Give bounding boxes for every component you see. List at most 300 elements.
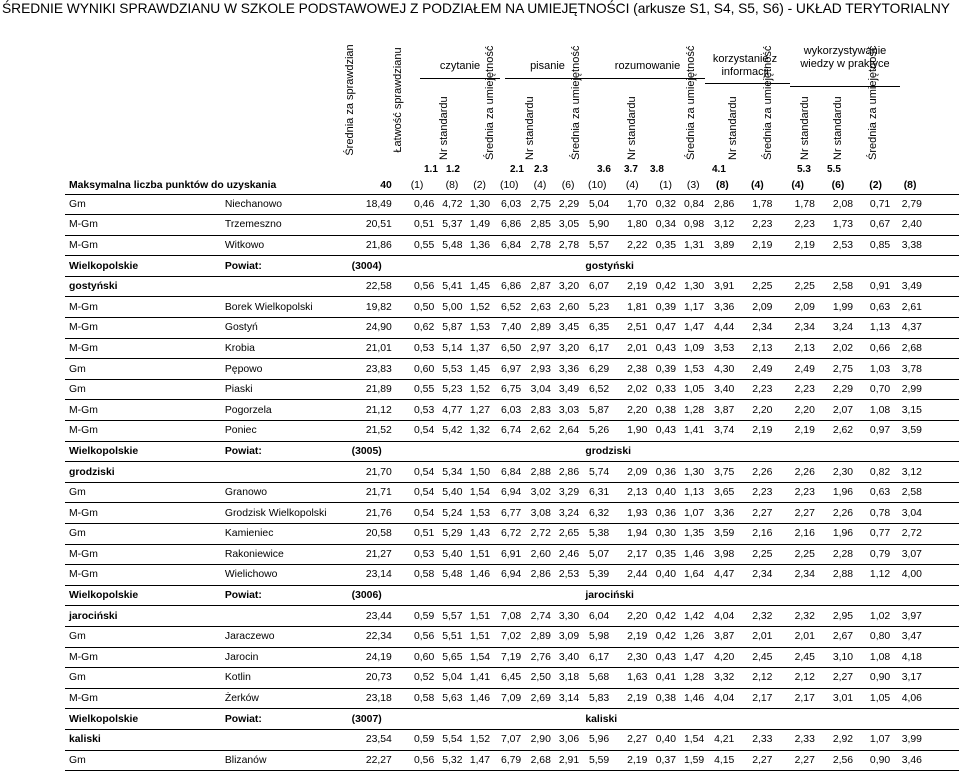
powiat-title: grodziski [581,441,959,462]
spacer-cell [926,235,959,256]
value-cell: 0,51 [396,524,438,545]
group-rozumowanie: rozumowanie [614,60,681,72]
value-cell: 24,19 [338,647,396,668]
value-cell: 1,46 [680,688,707,709]
value-cell: 3,98 [706,544,738,565]
value-cell: 2,20 [738,400,776,421]
value-cell: 2,32 [738,606,776,627]
spacer-cell [926,359,959,380]
value-cell: 3,87 [706,626,738,647]
gmina-type: M-Gm [65,400,221,421]
value-cell: 6,94 [493,482,525,503]
value-cell: 2,38 [613,359,651,380]
table-row [65,482,959,503]
value-cell: 2,25 [738,544,776,565]
value-cell: 0,58 [396,565,438,586]
value-cell: 2,26 [776,462,818,483]
value-cell: 1,51 [466,544,494,565]
table-row [65,359,959,380]
value-cell: 6,32 [581,503,613,524]
value-cell: 5,90 [581,215,613,236]
value-cell: 1,08 [857,400,894,421]
value-cell: 5,57 [581,235,613,256]
value-cell: 6,84 [493,462,525,483]
value-cell: 6,29 [581,359,613,380]
gmina-name: Pogorzela [221,400,338,421]
value-cell: 0,62 [396,318,438,339]
value-cell: 0,63 [857,297,894,318]
powiat-code: (3005) [338,441,396,462]
value-cell: 0,53 [396,338,438,359]
powiat-label: Powiat: [221,441,338,462]
value-cell: 1,93 [613,503,651,524]
table-row [65,338,959,359]
spacer-cell [926,379,959,400]
value-cell: 2,17 [776,688,818,709]
value-cell: 5,07 [581,544,613,565]
powiat-name: jarociński [65,606,338,627]
value-cell: 2,33 [776,729,818,750]
table-row [65,668,959,689]
value-cell: 0,47 [651,318,680,339]
value-cell: 1,78 [776,194,818,215]
max-points-cell: (1) [651,178,680,194]
value-cell: 1,17 [680,297,707,318]
value-cell: 0,60 [396,647,438,668]
value-cell: 2,65 [555,524,582,545]
value-cell: 0,60 [396,359,438,380]
table-row [65,647,959,668]
value-cell: 4,77 [438,400,466,421]
value-cell: 3,38 [894,235,926,256]
value-cell: 1,26 [680,626,707,647]
value-cell: 1,53 [466,318,494,339]
value-cell: 1,09 [680,338,707,359]
max-points-cell: (4) [613,178,651,194]
value-cell: 0,90 [857,750,894,771]
value-cell: 6,31 [581,482,613,503]
value-cell: 2,23 [776,482,818,503]
value-cell: 2,95 [819,606,857,627]
powiat-summary-row [65,462,959,483]
value-cell: 1,30 [680,462,707,483]
value-cell: 0,39 [651,297,680,318]
value-cell: 2,50 [525,668,555,689]
header-srednia-umiejetnosc: Średnia za umiejętność [866,45,879,160]
max-points-cell: (8) [438,178,466,194]
value-cell: 2,61 [894,297,926,318]
value-cell: 2,53 [819,235,857,256]
value-cell: 0,40 [651,482,680,503]
value-cell: 3,20 [555,338,582,359]
value-cell: 2,90 [525,729,555,750]
value-cell: 2,25 [738,276,776,297]
value-cell: 2,34 [776,565,818,586]
value-cell: 1,27 [466,400,494,421]
gmina-name: Piaski [221,379,338,400]
value-cell: 4,20 [706,647,738,668]
gmina-name: Borek Wielkopolski [221,297,338,318]
value-cell: 6,74 [493,421,525,442]
header-nr-standardu: Nr standardu [437,96,450,160]
value-cell: 5,83 [581,688,613,709]
value-cell: 5,04 [438,668,466,689]
gmina-name: Rakoniewice [221,544,338,565]
value-cell: 0,71 [857,194,894,215]
header-nr-standardu: Nr standardu [726,96,739,160]
value-cell: 5,42 [438,421,466,442]
value-cell: 0,80 [857,626,894,647]
value-cell: 7,09 [493,688,525,709]
value-cell: 1,94 [613,524,651,545]
value-cell: 1,51 [466,626,494,647]
spacer-cell [926,178,959,194]
table-row [65,400,959,421]
value-cell: 0,53 [396,400,438,421]
value-cell: 2,99 [894,379,926,400]
max-points-row [65,178,959,194]
spacer-cell [926,565,959,586]
value-cell: 1,54 [680,729,707,750]
value-cell: 5,14 [438,338,466,359]
gmina-type: M-Gm [65,688,221,709]
gmina-type: Gm [65,668,221,689]
spacer-cell [926,647,959,668]
powiat-label: Powiat: [221,256,338,277]
spacer-cell [926,729,959,750]
value-cell: 5,34 [438,462,466,483]
value-cell: 2,07 [819,400,857,421]
value-cell: 1,78 [738,194,776,215]
value-cell: 21,71 [338,482,396,503]
value-cell: 0,63 [857,482,894,503]
value-cell: 2,58 [819,276,857,297]
value-cell: 6,07 [581,276,613,297]
header-nr-standardu: Nr standardu [798,96,811,160]
header-srednia-umiejetnosc: Średnia za umiejętność [569,45,582,160]
header-srednia-umiejetnosc: Średnia za umiejętność [684,45,697,160]
value-cell: 3,89 [706,235,738,256]
value-cell: 0,97 [857,421,894,442]
max-points-cell: (1) [396,178,438,194]
value-cell: 20,51 [338,215,396,236]
value-cell: 3,15 [894,400,926,421]
value-cell: 2,27 [738,503,776,524]
standard-number: 5.3 [797,164,811,175]
gmina-type: Gm [65,194,221,215]
value-cell: 20,58 [338,524,396,545]
gmina-name: Wielichowo [221,565,338,586]
value-cell: 2,01 [613,338,651,359]
standard-number: 1.2 [446,164,460,175]
value-cell: 21,76 [338,503,396,524]
value-cell: 3,01 [819,688,857,709]
gmina-name: Żerków [221,688,338,709]
spacer-cell [926,626,959,647]
value-cell: 1,52 [466,379,494,400]
value-cell: 3,06 [555,729,582,750]
gmina-name: Kamieniec [221,524,338,545]
value-cell: 2,19 [776,421,818,442]
value-cell: 4,04 [706,606,738,627]
max-points-cell: (4) [776,178,818,194]
value-cell: 5,48 [438,565,466,586]
value-cell: 3,47 [894,626,926,647]
value-cell: 5,59 [581,750,613,771]
value-cell: 3,45 [555,318,582,339]
value-cell: 0,84 [680,194,707,215]
powiat-title: jarociński [581,585,959,606]
powiat-summary-row [65,729,959,750]
value-cell: 1,50 [466,462,494,483]
value-cell: 2,53 [555,565,582,586]
max-points-cell: 40 [338,178,396,194]
value-cell: 6,97 [493,359,525,380]
value-cell: 23,14 [338,565,396,586]
standard-number: 1.1 [424,164,438,175]
value-cell: 0,36 [651,462,680,483]
table-row [65,379,959,400]
gmina-name: Kotlin [221,668,338,689]
value-cell: 3,14 [555,688,582,709]
value-cell: 6,04 [581,606,613,627]
value-cell: 5,57 [438,606,466,627]
standard-number: 2.1 [510,164,524,175]
value-cell: 6,94 [493,565,525,586]
max-points-cell: (2) [466,178,494,194]
gmina-name: Granowo [221,482,338,503]
value-cell: 4,44 [706,318,738,339]
value-cell: 0,56 [396,626,438,647]
spacer-cell [926,668,959,689]
value-cell: 2,12 [776,668,818,689]
value-cell: 3,59 [706,524,738,545]
value-cell: 1,43 [466,524,494,545]
value-cell: 2,67 [819,626,857,647]
value-cell: 2,86 [706,194,738,215]
value-cell: 1,30 [466,194,494,215]
standard-number: 3.6 [597,164,611,175]
value-cell: 21,27 [338,544,396,565]
table-row [65,318,959,339]
value-cell: 5,40 [438,544,466,565]
powiat-summary-row [65,606,959,627]
value-cell: 0,41 [651,668,680,689]
powiat-name: gostyński [65,276,338,297]
value-cell: 2,22 [613,235,651,256]
value-cell: 3,75 [706,462,738,483]
value-cell: 1,37 [466,338,494,359]
value-cell: 2,27 [613,729,651,750]
spacer-cell [396,441,582,462]
value-cell: 2,46 [555,544,582,565]
gmina-name: Grodzisk Wielkopolski [221,503,338,524]
value-cell: 3,24 [819,318,857,339]
value-cell: 3,40 [555,647,582,668]
value-cell: 0,33 [651,379,680,400]
value-cell: 2,86 [525,565,555,586]
value-cell: 1,36 [466,235,494,256]
value-cell: 0,36 [651,503,680,524]
standard-number: 4.1 [712,164,726,175]
value-cell: 3,36 [555,359,582,380]
value-cell: 3,78 [894,359,926,380]
value-cell: 1,42 [680,606,707,627]
spacer-cell [926,215,959,236]
value-cell: 3,29 [555,482,582,503]
value-cell: 21,52 [338,421,396,442]
value-cell: 0,53 [396,544,438,565]
value-cell: 3,10 [819,647,857,668]
value-cell: 0,35 [651,544,680,565]
value-cell: 0,38 [651,688,680,709]
value-cell: 5,63 [438,688,466,709]
gmina-type: M-Gm [65,421,221,442]
value-cell: 2,40 [894,215,926,236]
value-cell: 0,85 [857,235,894,256]
value-cell: 5,37 [438,215,466,236]
value-cell: 0,38 [651,400,680,421]
spacer-cell [926,503,959,524]
gmina-name: Blizanów [221,750,338,771]
value-cell: 6,45 [493,668,525,689]
gmina-type: Gm [65,379,221,400]
gmina-type: M-Gm [65,215,221,236]
header-srednia-sprawdzian: Średnia za sprawdzian [343,44,356,156]
value-cell: 1,05 [857,688,894,709]
table-row [65,297,959,318]
value-cell: 0,50 [396,297,438,318]
value-cell: 7,40 [493,318,525,339]
value-cell: 1,52 [466,729,494,750]
value-cell: 1,13 [857,318,894,339]
value-cell: 1,90 [613,421,651,442]
value-cell: 3,24 [555,503,582,524]
value-cell: 2,16 [738,524,776,545]
value-cell: 6,03 [493,400,525,421]
value-cell: 1,99 [819,297,857,318]
spacer-cell [926,606,959,627]
value-cell: 3,30 [555,606,582,627]
gmina-type: Gm [65,482,221,503]
table-row [65,524,959,545]
gmina-type: M-Gm [65,565,221,586]
gmina-type: M-Gm [65,297,221,318]
header-nr-standardu: Nr standardu [625,96,638,160]
value-cell: 3,87 [706,400,738,421]
value-cell: 3,36 [706,503,738,524]
value-cell: 2,26 [819,503,857,524]
value-cell: 5,32 [438,750,466,771]
value-cell: 1,47 [466,750,494,771]
value-cell: 2,27 [776,503,818,524]
group-czytanie: czytanie [439,60,481,72]
value-cell: 21,12 [338,400,396,421]
value-cell: 0,43 [651,338,680,359]
value-cell: 3,12 [894,462,926,483]
value-cell: 21,01 [338,338,396,359]
powiat-header-row [65,256,959,277]
value-cell: 1,46 [466,565,494,586]
gmina-type: M-Gm [65,235,221,256]
gmina-type: Gm [65,359,221,380]
spacer-cell [926,400,959,421]
value-cell: 1,28 [680,668,707,689]
powiat-name: kaliski [65,729,338,750]
max-points-cell: (3) [680,178,707,194]
gmina-name: Trzemeszno [221,215,338,236]
value-cell: 2,23 [738,379,776,400]
value-cell: 3,49 [894,276,926,297]
value-cell: 5,24 [438,503,466,524]
value-cell: 3,18 [555,668,582,689]
value-cell: 6,52 [581,379,613,400]
value-cell: 0,55 [396,235,438,256]
value-cell: 1,08 [857,647,894,668]
value-cell: 1,63 [613,668,651,689]
value-cell: 1,45 [466,276,494,297]
powiat-label: Powiat: [221,585,338,606]
value-cell: 1,02 [857,606,894,627]
value-cell: 2,56 [819,750,857,771]
spacer-cell [926,750,959,771]
value-cell: 5,38 [581,524,613,545]
value-cell: 6,86 [493,276,525,297]
value-cell: 2,49 [738,359,776,380]
header-nr-standardu: Nr standardu [831,96,844,160]
value-cell: 5,51 [438,626,466,647]
value-cell: 2,25 [776,276,818,297]
powiat-summary-row [65,276,959,297]
value-cell: 1,30 [680,276,707,297]
value-cell: 1,52 [466,297,494,318]
value-cell: 0,56 [396,276,438,297]
value-cell: 2,27 [819,668,857,689]
standard-number: 5.5 [827,164,841,175]
value-cell: 2,20 [776,400,818,421]
table-row [65,503,959,524]
value-cell: 3,74 [706,421,738,442]
standard-number: 3.8 [650,164,664,175]
value-cell: 1,51 [466,606,494,627]
value-cell: 1,05 [680,379,707,400]
max-points-cell: (8) [706,178,738,194]
value-cell: 3,12 [706,215,738,236]
max-points-cell: (4) [738,178,776,194]
value-cell: 23,83 [338,359,396,380]
value-cell: 0,43 [651,647,680,668]
value-cell: 1,53 [466,503,494,524]
value-cell: 21,70 [338,462,396,483]
max-points-cell: (4) [525,178,555,194]
value-cell: 2,63 [525,297,555,318]
region-label: Wielkopolskie [65,585,221,606]
value-cell: 5,68 [581,668,613,689]
value-cell: 6,86 [493,215,525,236]
gmina-name: Gostyń [221,318,338,339]
value-cell: 6,50 [493,338,525,359]
powiat-header-row [65,709,959,730]
value-cell: 2,23 [738,482,776,503]
region-label: Wielkopolskie [65,441,221,462]
value-cell: 1,28 [680,400,707,421]
value-cell: 4,00 [894,565,926,586]
value-cell: 3,49 [555,379,582,400]
value-cell: 2,29 [819,379,857,400]
value-cell: 2,87 [525,276,555,297]
value-cell: 1,32 [466,421,494,442]
value-cell: 19,82 [338,297,396,318]
